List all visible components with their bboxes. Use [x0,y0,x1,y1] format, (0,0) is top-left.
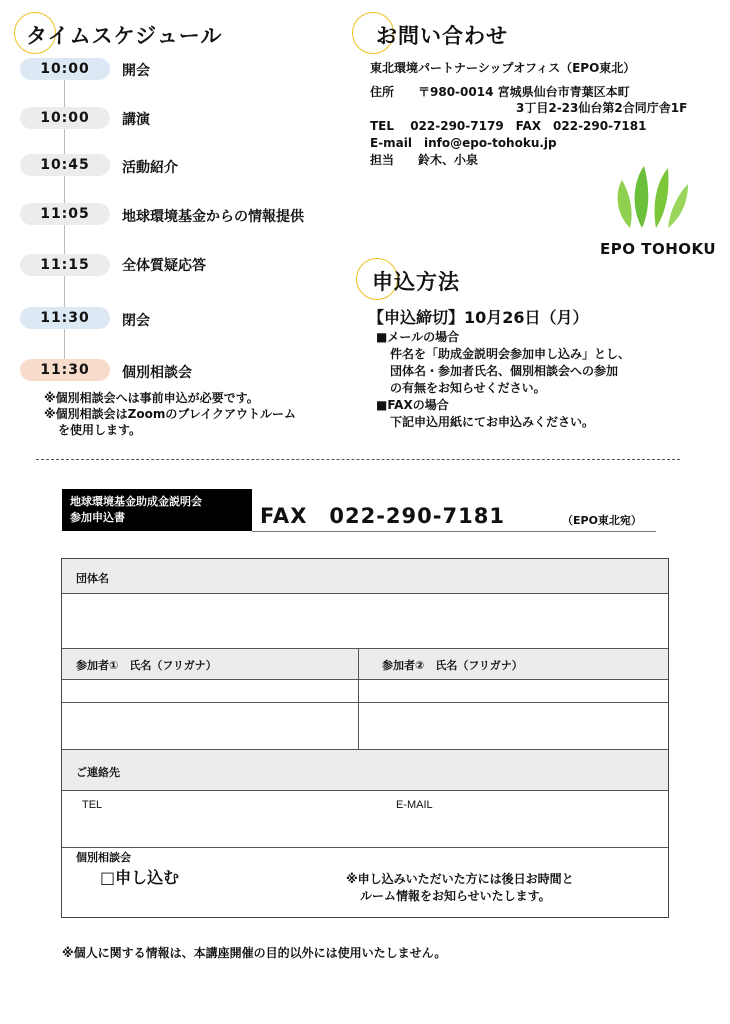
contact-label-row [62,749,668,791]
schedule-time-5: 11:15 [20,254,110,276]
form-fax-number: FAX 022-290-7181 [260,504,505,528]
consult-note-line-2: ルーム情報をお知らせいたします。 [360,889,551,903]
apply-mail-head: ■メールの場合 [376,330,460,344]
schedule-event-7: 個別相談会 [122,365,192,381]
participant-2-name-field[interactable] [359,703,669,749]
form-fax-recipient: （EPO東北宛） [562,514,642,527]
org-name-field[interactable] [62,594,668,648]
consult-label: 個別相談会 [76,851,131,864]
contact-address-label: 住所 [370,85,395,99]
consult-note-line-1: ※申し込みいただいた方には後日お時間と [346,872,574,886]
schedule-note-2: ※個別相談会はZoomのブレイクアウトルーム [44,407,297,421]
schedule-event-2: 講演 [122,112,150,128]
schedule-note-3: を使用します。 [58,423,142,437]
schedule-note-1: ※個別相談会へは事前申込が必要です。 [44,391,259,405]
contact-title: お問い合わせ [376,24,508,48]
email-label: E-MAIL [396,799,433,811]
contact-person: 鈴木、小泉 [418,153,479,167]
schedule-time-1: 10:00 [20,58,110,80]
apply-title: 申込方法 [372,270,460,294]
schedule-event-3: 活動紹介 [122,160,178,176]
tel-label: TEL [82,799,103,811]
contact-label: ご連絡先 [76,766,120,779]
schedule-time-2: 10:00 [20,107,110,129]
tel-field[interactable] [112,791,382,845]
cut-line [36,459,680,460]
contact-org: 東北環境パートナーシップオフィス（EPO東北） [370,61,636,75]
apply-deadline: 【申込締切】10月26日（月） [368,308,589,327]
schedule-event-1: 開会 [122,63,150,79]
form-header-line-2: 参加申込書 [70,511,125,524]
schedule-event-6: 閉会 [122,313,150,329]
schedule-time-6: 11:30 [20,307,110,329]
participant-1-furigana-field[interactable] [62,679,358,702]
form-header-underline [252,531,656,532]
contact-email: E-mail info@epo-tohoku.jp [370,136,557,150]
application-form [61,558,669,918]
schedule-time-3: 10:45 [20,154,110,176]
apply-mail-line-2: 団体名・参加者氏名、個別相談会への参加 [390,364,619,378]
contact-address-1: 〒980-0014 宮城県仙台市青葉区本町 [418,85,630,99]
privacy-note: ※個人に関する情報は、本講座開催の目的以外には使用いたしません。 [62,946,447,960]
participant-1-name-field[interactable] [62,703,358,749]
participant-2-label: 参加者② 氏名（フリガナ） [382,659,523,672]
consult-checkbox[interactable]: □申し込む [100,868,180,887]
schedule-title: タイムスケジュール [26,24,223,48]
apply-mail-line-3: の有無をお知らせください。 [390,381,546,395]
org-label-row [62,559,668,594]
apply-fax-line-1: 下記申込用紙にてお申込みください。 [390,415,595,429]
contact-tel-fax: TEL 022-290-7179 FAX 022-290-7181 [370,119,647,133]
org-label: 団体名 [76,572,109,585]
epo-leaf-logo-icon [612,160,692,232]
email-field[interactable] [452,791,662,845]
epo-logo-text: EPO TOHOKU [600,240,717,258]
schedule-time-7: 11:30 [20,359,110,381]
schedule-time-4: 11:05 [20,203,110,225]
form-header-line-1: 地球環境基金助成金説明会 [70,495,202,508]
apply-fax-head: ■FAXの場合 [376,398,449,412]
participant-2-furigana-field[interactable] [359,679,669,702]
form-header-box [62,489,252,531]
schedule-event-5: 全体質疑応答 [122,258,206,274]
schedule-event-4: 地球環境基金からの情報提供 [122,209,304,225]
contact-address-2: 3丁目2-23仙台第2合同庁舎1F [516,101,688,115]
consult-line [62,847,668,848]
contact-person-label: 担当 [370,153,395,167]
apply-mail-line-1: 件名を「助成金説明会参加申し込み」とし、 [390,347,631,361]
participant-1-label: 参加者① 氏名（フリガナ） [76,659,217,672]
